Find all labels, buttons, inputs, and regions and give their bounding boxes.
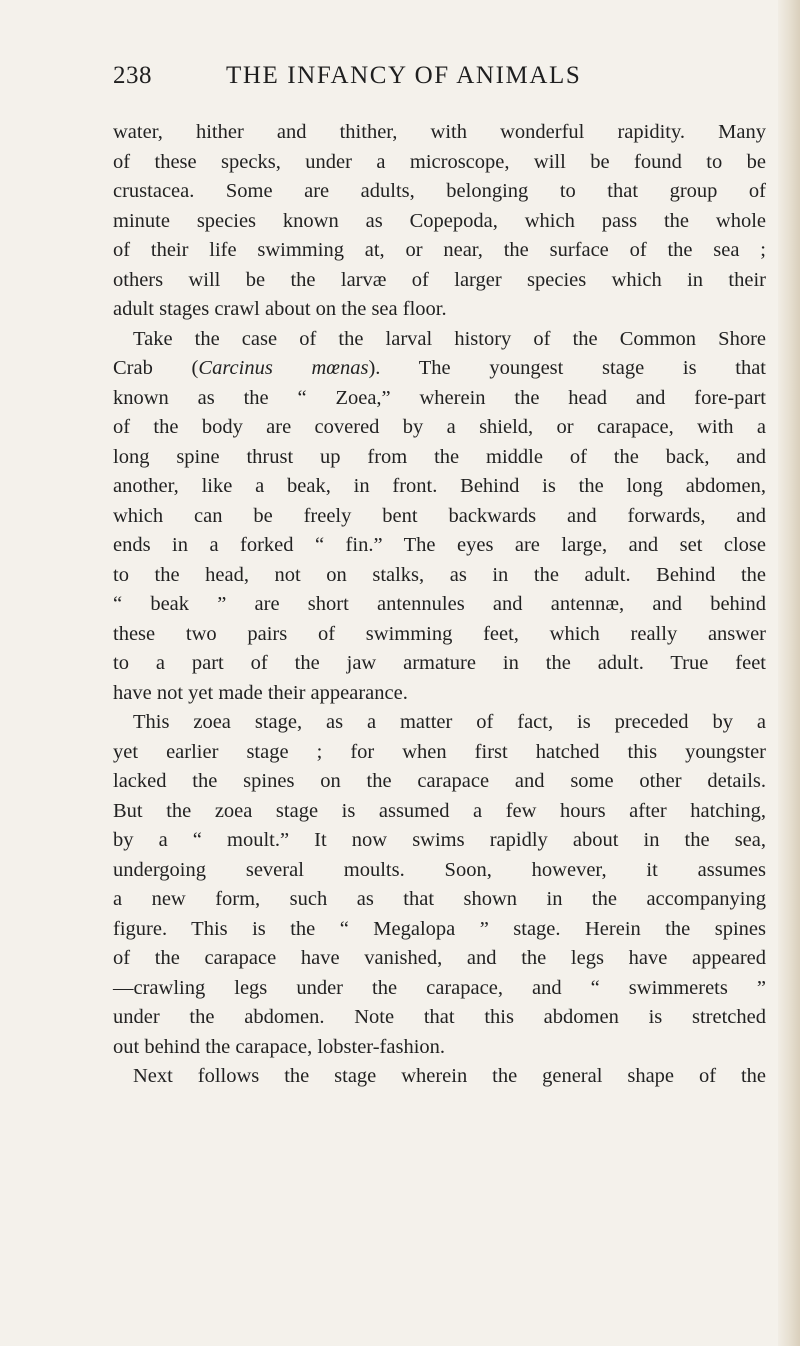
text-line: undergoing several moults. Soon, however, it assumes [113,858,766,881]
text-line: have not yet made their appearance. [113,681,408,704]
text-line: others will be the larvæ of larger species which in their [113,268,766,291]
text-line: to the head, not on stalks, as in the adult. Behind the [113,563,766,586]
text-line: another, like a beak, in front. Behind is the long abdomen, [113,475,766,497]
text-line: long spine thrust up from the middle of the back, and [113,445,766,468]
running-head: THE INFANCY OF ANIMALS [226,62,582,89]
text-line: water, hither and thither, with wonderful rapidity. Many [113,121,766,143]
text-line: minute species known as Copepoda, which pass the whole [113,209,766,232]
text-line: a new form, such as that shown in the accompanying [113,888,766,910]
text-line: figure. This is the “ Megalopa ” stage. Herein the spines [113,917,766,940]
text-line: lacked the spines on the carapace and some other details. [113,770,766,792]
text-segment: Crab ( [113,357,199,379]
text-line: “ beak ” are short antennules and antennæ, and behind [113,593,766,615]
text-line: yet earlier stage ; for when first hatched this youngster [113,740,766,763]
page-edge-shadow [778,0,800,1346]
text-line-mixed [113,354,766,384]
text-line: known as the “ Zoea,” wherein the head and fore-part [113,386,766,409]
species-name-italic: Carcinus mœnas [198,357,369,379]
text-line: of the body are covered by a shield, or carapace, with a [113,416,766,438]
text-line: Take the case of the larval history of the Common Shore [133,327,766,350]
text-line: —crawling legs under the carapace, and “ swimmerets ” [113,976,766,999]
text-line: ends in a forked “ fin.” The eyes are large, and set close [113,534,766,556]
text-line: crustacea. Some are adults, belonging to that group of [113,180,766,202]
text-line: But the zoea stage is assumed a few hours after hatching, [113,799,766,822]
text-line: of the carapace have vanished, and the legs have appeared [113,947,766,969]
body-text [113,118,766,1092]
text-line: Next follows the stage wherein the general shape of the [133,1065,766,1087]
text-segment: ). The youngest stage is that [368,357,766,379]
text-line: to a part of the jaw armature in the adult. True feet [113,652,766,674]
page-number: 238 [113,62,152,89]
text-line: This zoea stage, as a matter of fact, is preceded by a [133,711,766,733]
page-header [113,62,768,102]
text-line: which can be freely bent backwards and forwards, and [113,504,766,527]
text-line: of these specks, under a microscope, will be found to be [113,150,766,173]
text-line: these two pairs of swimming feet, which really answer [113,622,766,645]
text-line: adult stages crawl about on the sea floor. [113,298,447,320]
text-line: by a “ moult.” It now swims rapidly about in the sea, [113,829,766,851]
text-line: of their life swimming at, or near, the surface of the sea ; [113,239,766,261]
text-line: out behind the carapace, lobster-fashion. [113,1035,446,1058]
text-line: under the abdomen. Note that this abdomen is stretched [113,1006,766,1028]
